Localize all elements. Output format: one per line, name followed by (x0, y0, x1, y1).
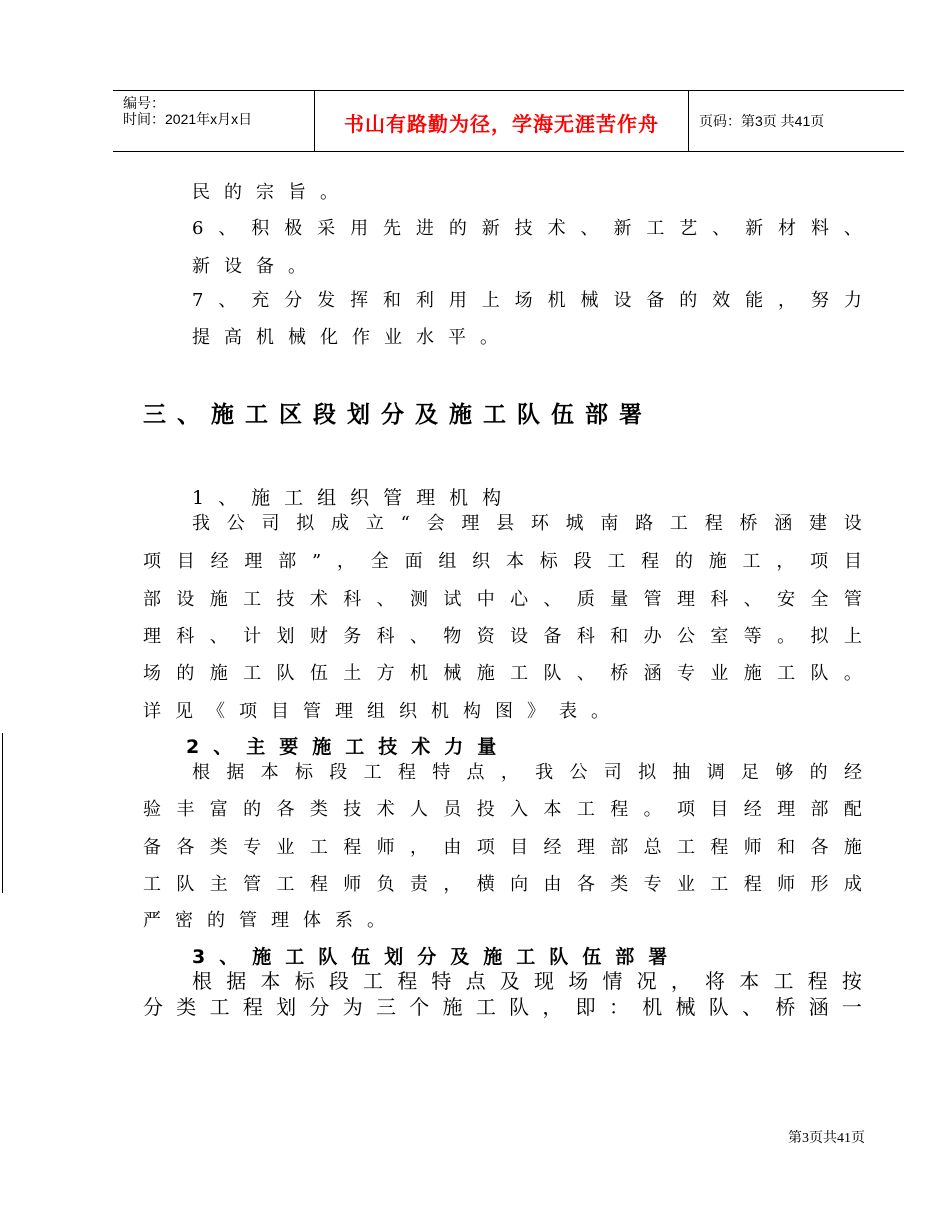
body-line: 场 的 施 工 队 伍 土 方 机 械 施 工 队 、 桥 涵 专 业 施 工 队 。 (143, 663, 862, 684)
header-page-cell (689, 91, 904, 151)
subheading: 1、施工组织管理机构 (192, 487, 516, 509)
header-page-info: 页码：第3页 共41页 (699, 113, 825, 129)
body-line: 验 丰 富 的 各 类 技 术 人 员 投 入 本 工 程 。 项 目 经 理 部 配 (143, 799, 862, 820)
subheading: 3、施工队伍划分及施工队伍部署 (192, 946, 682, 968)
body-line: 严密的管理体系。 (143, 910, 399, 931)
body-line: 提高机械化作业水平。 (192, 327, 512, 348)
body-line: 详见《项目管理组织机构图》表。 (143, 701, 623, 722)
body-line: 6 、 积 极 采 用 先 进 的 新 技 术 、 新 工 艺 、 新 材 料 、 (192, 218, 862, 239)
body-line: 新设备。 (192, 256, 320, 277)
section-heading: 三、施工区段划分及施工队伍部署 (143, 402, 653, 428)
body-line: 项 目 经 理 部 ” ， 全 面 组 织 本 标 段 工 程 的 施 工 ， 项 目 (143, 551, 862, 572)
body-line: 分 类 工 程 划 分 为 三 个 施 工 队 ， 即 ： 机 械 队 、 桥 涵 一 (143, 995, 862, 1019)
page-header (113, 90, 904, 152)
page-footer: 第3页共41页 (788, 1131, 865, 1146)
body-line: 部 设 施 工 技 术 科 、 测 试 中 心 、 质 量 管 理 科 、 安 全 管 (143, 589, 862, 610)
body-line: 理 科 、 计 划 财 务 科 、 物 资 设 备 科 和 办 公 室 等 。 拟 上 (143, 626, 862, 647)
body-line: 我 公 司 拟 成 立 “ 会 理 县 环 城 南 路 工 程 桥 涵 建 设 (192, 513, 862, 534)
code-label: 编号： (123, 95, 165, 111)
body-line: 备 各 类 专 业 工 程 师 ， 由 项 目 经 理 部 总 工 程 师 和 各 施 (143, 837, 862, 858)
subheading: 2、主要施工技术力量 (186, 736, 511, 758)
margin-bar (2, 733, 3, 893)
body-line: 工 队 主 管 工 程 师 负 责 ， 横 向 由 各 类 专 业 工 程 师 形 成 (143, 874, 862, 895)
date-line: 时间：2021年x月x日 (123, 111, 253, 127)
body-line: 民的宗旨。 (192, 182, 352, 203)
body-line: 根 据 本 标 段 工 程 特 点 及 现 场 情 况 ， 将 本 工 程 按 (192, 969, 862, 993)
body-line: 根 据 本 标 段 工 程 特 点 ， 我 公 司 拟 抽 调 足 够 的 经 (192, 762, 862, 783)
body-line: 7 、 充 分 发 挥 和 利 用 上 场 机 械 设 备 的 效 能 ， 努 力 (192, 290, 862, 311)
motto-text: 书山有路勤为径，学海无涯苦作舟 (344, 112, 659, 136)
header-info-cell (113, 91, 315, 151)
header-motto-cell (315, 91, 689, 151)
